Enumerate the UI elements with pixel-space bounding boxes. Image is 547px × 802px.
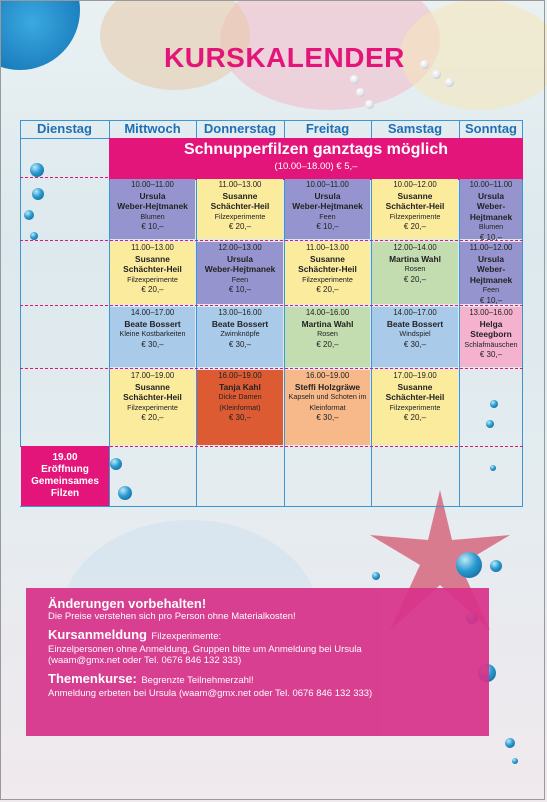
course-teacher: Tanja Kahl — [219, 381, 261, 392]
course-price: € 20,– — [403, 274, 427, 284]
course-subject: Blumen — [140, 211, 165, 221]
course-cell — [197, 179, 283, 239]
notes-theme — [48, 670, 467, 699]
course-subject: Filzexperimente — [127, 402, 178, 412]
course-teacher: Susanne — [397, 190, 433, 201]
pearl-icon — [432, 70, 441, 79]
course-teacher: Ursula — [477, 190, 505, 201]
course-cell — [197, 242, 283, 304]
course-time: 16.00–19.00 — [218, 371, 262, 380]
course-time: 11.00–13.00 — [218, 180, 262, 189]
course-teacher: Weber-Hejtmanek — [469, 264, 513, 285]
course-cell — [372, 307, 458, 367]
bubble-icon — [372, 572, 380, 580]
day-header-friday: Freitag — [305, 121, 350, 136]
course-cell — [372, 370, 458, 445]
course-time: 14.00–16.00 — [305, 308, 350, 317]
grid-line — [20, 120, 523, 121]
changes-text: Die Preise verstehen sich pro Person ohne Materialkosten! — [48, 611, 296, 622]
notes-box — [26, 588, 489, 736]
opening-line3: Filzen — [50, 488, 80, 499]
course-teacher: Susanne — [310, 253, 345, 264]
bubble-icon — [490, 560, 502, 572]
course-price: € 10,– — [316, 222, 339, 231]
row-divider — [20, 368, 523, 369]
course-time: 17.00–19.00 — [130, 371, 175, 380]
day-header-sunday: Sonntag — [465, 121, 517, 136]
course-teacher: Schächter-Heil — [123, 264, 182, 274]
bubble-icon — [32, 188, 44, 200]
course-teacher: Schächter-Heil — [385, 392, 445, 402]
background-blob — [400, 0, 547, 110]
course-cell — [285, 179, 370, 239]
day-header-wednesday: Mittwoch — [124, 121, 181, 136]
course-teacher: Martina Wahl — [301, 318, 354, 329]
bubble-icon — [456, 552, 482, 578]
course-subject: Filzexperimente — [389, 402, 441, 412]
day-header-saturday: Samstag — [387, 121, 443, 136]
pearl-icon — [445, 78, 454, 87]
bubble-icon — [118, 486, 132, 500]
course-price: € 10,– — [141, 222, 164, 231]
course-teacher: Schächter-Heil — [385, 201, 445, 211]
grid-line — [20, 120, 21, 446]
taster-banner-title: Schnupperfilzen ganztags möglich — [183, 141, 449, 158]
registration-title: Kursanmeldung — [48, 627, 147, 642]
course-price: € 20,– — [403, 222, 427, 231]
course-teacher: Weber-Hejtmanek — [469, 201, 513, 222]
course-subject: Dicke Damen (Kleinformat) — [218, 392, 262, 412]
taster-banner-time: (10.00–18.00) € 5,– — [274, 161, 358, 172]
opening-time: 19.00 — [52, 452, 78, 463]
opening-line2: Gemeinsames — [31, 476, 99, 487]
bubble-icon — [0, 0, 80, 70]
course-price: € 30,– — [403, 339, 427, 349]
course-teacher: Beate Bossert — [386, 318, 444, 329]
bubble-icon — [110, 458, 122, 470]
course-subject: Rosen — [404, 264, 426, 273]
changes-title: Änderungen vorbehalten! — [48, 596, 207, 611]
pearl-icon — [350, 75, 359, 84]
course-teacher: Ursula — [314, 190, 341, 201]
course-teacher: Ursula — [226, 253, 254, 264]
course-price: € 30,– — [316, 413, 339, 422]
pearl-icon — [365, 100, 374, 109]
course-price: € 20,– — [141, 285, 164, 294]
pearl-icon — [420, 60, 429, 69]
course-time: 14.00–17.00 — [393, 308, 437, 317]
course-cell — [460, 307, 522, 367]
course-teacher: Ursula — [139, 190, 166, 201]
course-cell — [372, 179, 458, 239]
course-subject: Kleine Kostbarkeiten — [119, 329, 186, 338]
grid-line — [20, 506, 523, 507]
course-cell — [197, 370, 283, 445]
course-price: € 10,– — [479, 232, 503, 242]
course-teacher: Schächter-Heil — [210, 201, 270, 211]
opening-line1: Eröffnung — [41, 464, 89, 475]
pearl-icon — [356, 88, 365, 97]
bubble-icon — [490, 465, 496, 471]
course-cell — [110, 370, 195, 445]
course-subject: Feen — [319, 211, 336, 221]
course-subject: Feen — [482, 285, 500, 294]
course-subject: Windspiel — [399, 329, 431, 338]
row-divider — [20, 240, 523, 241]
course-teacher: Susanne — [222, 190, 258, 201]
course-cell — [285, 370, 370, 445]
bubble-icon — [24, 210, 34, 220]
course-time: 12.00–13.00 — [218, 243, 262, 252]
day-header-thursday: Donnerstag — [203, 121, 277, 136]
day-header-tuesday: Dienstag — [37, 121, 92, 136]
course-teacher: Beate Bossert — [124, 318, 181, 329]
registration-contact: (waam@gmx.net oder Tel. 0676 846 132 333) — [48, 655, 242, 666]
course-cell — [197, 307, 283, 367]
course-time: 10.00–11.00 — [131, 180, 174, 189]
opening-event — [21, 446, 109, 506]
course-teacher: Martina Wahl — [389, 253, 441, 264]
course-cell — [460, 179, 522, 242]
course-teacher: Schächter-Heil — [123, 392, 182, 402]
bubble-icon — [505, 738, 515, 748]
course-price: € 10,– — [479, 295, 503, 305]
course-time: 11.00–13.00 — [131, 243, 174, 252]
notes-changes — [48, 596, 467, 622]
course-subject: Filzexperimente — [214, 211, 266, 221]
course-time: 17.00–19.00 — [393, 371, 437, 380]
course-price: € 30,– — [479, 350, 503, 359]
course-time: 13.00–16.00 — [469, 308, 513, 317]
course-teacher: Susanne — [135, 253, 170, 264]
course-subject: Schlafmäuschen — [464, 339, 518, 349]
registration-sub: Filzexperimente: — [151, 631, 222, 642]
course-time: 14.00–17.00 — [130, 308, 175, 317]
bubble-icon — [486, 420, 494, 428]
course-price: € 10,– — [228, 285, 252, 294]
course-price: € 20,– — [228, 222, 252, 231]
course-subject: Feen — [231, 274, 249, 284]
course-subject: Filzexperimente — [127, 274, 178, 284]
notes-registration — [48, 626, 467, 666]
course-price: € 20,– — [316, 339, 339, 349]
row-divider — [20, 305, 523, 306]
course-time: 11.00–12.00 — [469, 243, 513, 252]
course-subject: Rosen — [317, 329, 338, 338]
course-time: 11.00–13.00 — [306, 243, 349, 252]
course-subject: Kapseln und Schoten im Kleinformat — [288, 392, 367, 412]
course-teacher: Ursula — [477, 253, 505, 264]
course-subject: Filzexperimente — [302, 274, 353, 284]
registration-text: Einzelpersonen ohne Anmeldung, Gruppen bitte um Anmeldung bei Ursula — [48, 644, 362, 655]
course-teacher: Helga Steegborn — [470, 318, 512, 339]
course-cell — [285, 242, 370, 304]
course-teacher: Beate Bossert — [211, 318, 269, 329]
course-teacher: Steffi Holzgräwe — [294, 381, 361, 392]
course-subject: Blumen — [478, 222, 504, 231]
bubble-icon — [490, 400, 498, 408]
course-subject: Zwirnknöpfe — [220, 329, 260, 338]
course-subject: Filzexperimente — [389, 211, 441, 221]
course-cell — [372, 242, 458, 304]
theme-text: Anmeldung erbeten bei Ursula (waam@gmx.net oder Tel. 0676 846 132 333) — [48, 688, 373, 699]
course-teacher: Weber-Hejtmanek — [204, 264, 276, 274]
taster-banner — [109, 138, 523, 180]
course-price: € 30,– — [141, 339, 164, 349]
bubble-icon — [512, 758, 518, 764]
course-cell — [110, 179, 195, 239]
course-time: 10.00–11.00 — [469, 180, 513, 189]
course-price: € 30,– — [228, 413, 252, 422]
course-price: € 30,– — [228, 339, 252, 349]
course-cell — [285, 307, 370, 367]
bubble-icon — [30, 232, 38, 240]
course-time: 10.00–12.00 — [393, 180, 437, 189]
course-teacher: Schächter-Heil — [298, 264, 357, 274]
course-cell — [110, 307, 195, 367]
theme-sub: Begrenzte Teilnehmerzahl! — [141, 675, 254, 686]
course-teacher: Susanne — [397, 381, 433, 392]
course-teacher: Weber-Hejtmanek — [117, 201, 188, 211]
theme-title: Themenkurse: — [48, 671, 137, 686]
bubble-icon — [30, 163, 44, 177]
course-cell — [460, 242, 522, 304]
course-cell — [110, 242, 195, 304]
course-time: 16.00–19.00 — [305, 371, 350, 380]
course-price: € 20,– — [316, 285, 339, 294]
course-time: 13.00–16.00 — [218, 308, 262, 317]
course-price: € 20,– — [141, 413, 164, 422]
course-time: 12.00–14.00 — [393, 243, 437, 252]
course-price: € 20,– — [403, 413, 427, 422]
course-time: 10.00–11.00 — [306, 180, 349, 189]
course-teacher: Weber-Hejtmanek — [292, 201, 363, 211]
page-title: KURSKALENDER — [164, 42, 405, 73]
course-teacher: Susanne — [135, 381, 170, 392]
